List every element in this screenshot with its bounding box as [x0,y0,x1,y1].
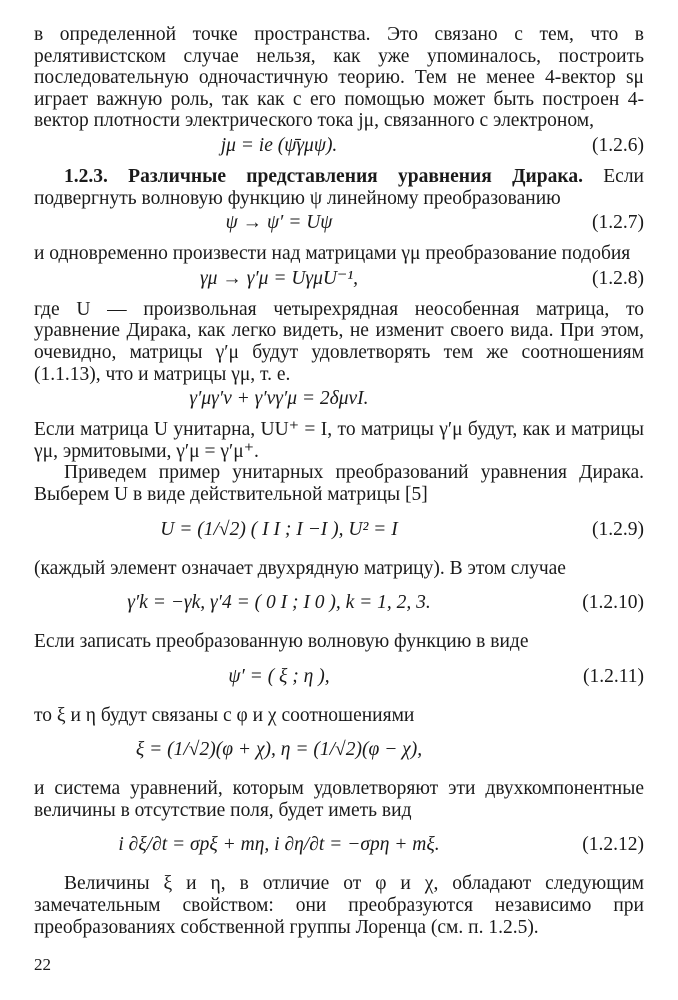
equation-1-2-8 [34,268,644,294]
equation-1-2-7 [34,212,644,238]
equation-body: γ′μγ′ν + γ′νγ′μ = 2δμνI. [189,388,369,410]
section-heading: 1.2.3. Различные представления уравнения Дирака. [64,165,583,187]
equation-number: (1.2.6) [592,134,644,156]
paragraph-1: в определенной точке пространства. Это связано с тем, что в релятивистском случае нельзя, как уже упоминалось, построить последовательную одночастичную теорию. Тем не менее 4-вектор sμ играет важную роль, так как с его помощью может быть построен 4-вектор плотности электрического тока jμ, связанного с электроном, [34,24,644,132]
paragraph-11: Величины ξ и η, в отличие от φ и χ, обладают следующим замечательным свойством: они преобразуются независимо при преобразованиях собственной группы Лоренца (см. п. 1.2.5). [34,873,644,938]
equation-number: (1.2.10) [582,592,644,614]
paragraph-3: и одновременно произвести над матрицами γμ преобразование подобия [34,243,631,265]
paragraph-2-text: Если подвергнуть волновую функцию ψ линейному преобразованию [34,165,644,209]
equation-body: ψ → ψ′ = Uψ [225,212,333,234]
equation-number: (1.2.8) [592,267,644,289]
paragraph-9: то ξ и η будут связаны с φ и χ соотношениями [34,704,415,726]
equation-body: jμ = ie (ψ̄γμψ). [220,134,338,156]
equation-1-2-12 [34,824,644,868]
equation-number: (1.2.12) [582,834,644,856]
page-body [34,24,644,938]
equation-1-2-6 [34,135,644,161]
page-number: 22 [34,955,51,974]
equation-1-2-10 [34,582,644,626]
equation-body: γ′k = −γk, γ′4 = ( 0 I ; I 0 ), k = 1, 2, 3. [127,592,431,614]
equation-number: (1.2.7) [592,212,644,234]
equation-number: (1.2.9) [592,518,644,540]
equation-number: (1.2.11) [582,665,644,687]
paragraph-10: и система уравнений, которым удовлетворяют эти двухкомпонентные величины в отсутствие поля, будет иметь вид [34,778,644,821]
equation-1-2-9 [34,509,644,553]
equation-body: U = (1/√2) ( I I ; I −I ), U² = I [160,518,398,540]
equation-xi-eta [34,729,644,773]
paragraph-6: Приведем пример унитарных преобразований уравнения Дирака. Выберем U в виде действительной матрицы [5] [34,462,644,505]
equation-body: γμ → γ′μ = UγμU⁻¹, [199,267,359,289]
paragraph-4: где U — произвольная четырехрядная неособенная матрица, то уравнение Дирака, как легко видеть, не изменит своего вида. При этом, очевидно, матрицы γ′μ будут удовлетворять тем же соотношениям (1.1.13), что и матрицы γμ, т. е. [34,298,644,385]
paragraph-7: (каждый элемент означает двухрядную матрицу). В этом случае [34,557,566,579]
equation-1-2-11 [34,656,644,700]
paragraph-5: Если матрица U унитарна, UU⁺ = I, то матрицы γ′μ будут, как и матрицы γμ, эрмитовыми, γ′μ = γ′μ⁺. [34,419,644,462]
equation-body: i ∂ξ/∂t = σpξ + mη, i ∂η/∂t = −σpη + mξ. [118,834,440,856]
paragraph-2 [34,166,644,209]
equation-anticommutator [34,388,644,414]
paragraph-8: Если записать преобразованную волновую функцию в виде [34,631,529,653]
equation-body: ξ = (1/√2)(φ + χ), η = (1/√2)(φ − χ), [135,739,423,761]
equation-body: ψ′ = ( ξ ; η ), [228,665,330,687]
